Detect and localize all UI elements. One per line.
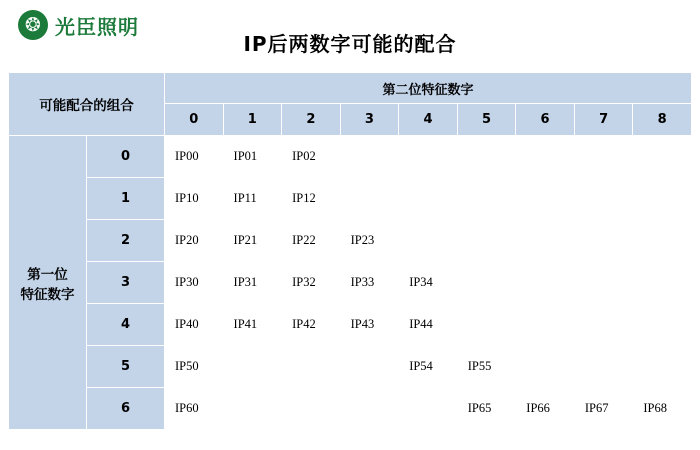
column-header-5: 5: [457, 104, 516, 136]
table-cell-text: IP54: [409, 359, 433, 373]
column-header-4: 4: [399, 104, 458, 136]
table-row: [9, 262, 692, 304]
page-title: IP后两数字可能的配合: [243, 32, 457, 56]
table-cell: [340, 220, 399, 262]
row-group-header-line1: 第一位: [27, 266, 68, 283]
table-corner-label: 可能配合的组合: [9, 73, 165, 136]
table-cell: [223, 136, 282, 178]
column-header-0: 0: [165, 104, 224, 136]
table-cell: [516, 220, 575, 262]
table-cell: [165, 346, 224, 388]
column-header-7: 7: [574, 104, 633, 136]
table-cell: [223, 262, 282, 304]
table-row: [9, 304, 692, 346]
table-cell: [282, 262, 341, 304]
table-cell-text: IP65: [467, 401, 492, 415]
table-cell: [574, 220, 633, 262]
table-cell: [457, 304, 516, 346]
table-cell: [223, 346, 282, 388]
row-header-2: 2: [87, 220, 165, 262]
column-header-6: 6: [516, 104, 575, 136]
table-cell: [633, 346, 692, 388]
row-header-5: 5: [87, 346, 165, 388]
table-cell-text: IP41: [233, 317, 258, 331]
table-cell: [399, 220, 458, 262]
row-group-header: [9, 136, 87, 430]
table-cell: [457, 136, 516, 178]
row-group-header-line2: 特征数字: [20, 286, 75, 303]
table-cell-text: IP67: [584, 401, 609, 415]
table-cell: [282, 136, 341, 178]
table-cell: [399, 388, 458, 430]
table-cell-text: IP02: [292, 149, 316, 163]
table-cell-text: IP01: [233, 149, 258, 163]
table-cell: [574, 388, 633, 430]
table-cell-text: IP50: [175, 359, 199, 373]
table-cell-text: IP60: [175, 401, 199, 415]
table-cell: [574, 136, 633, 178]
table-cell: [165, 304, 224, 346]
table-cell-text: IP00: [175, 149, 199, 163]
table-cell: [223, 304, 282, 346]
column-header-3: 3: [340, 104, 399, 136]
table-cell-text: IP20: [175, 233, 199, 247]
row-header-0: 0: [87, 136, 165, 178]
table-cell: [633, 220, 692, 262]
table-cell: [399, 304, 458, 346]
table-cell-text: IP33: [350, 275, 375, 289]
table-cell: [340, 178, 399, 220]
table-cell: [457, 346, 516, 388]
table-cell-text: IP55: [467, 359, 492, 373]
table-cell: [340, 262, 399, 304]
table-cell-text: IP68: [643, 401, 667, 415]
table-cell: [165, 220, 224, 262]
table-cell: [282, 220, 341, 262]
table-cell: [457, 388, 516, 430]
row-header-3: 3: [87, 262, 165, 304]
table-cell-text: IP12: [292, 191, 316, 205]
table-cell: [340, 136, 399, 178]
table-cell: [399, 136, 458, 178]
ip-rating-table: [8, 72, 692, 430]
table-cell: [574, 178, 633, 220]
table-cell: [282, 178, 341, 220]
table-cell: [399, 178, 458, 220]
table-cell: [516, 136, 575, 178]
table-cell-text: IP11: [233, 191, 257, 205]
table-cell-text: IP31: [233, 275, 258, 289]
table-cell: [165, 136, 224, 178]
table-cell: [574, 346, 633, 388]
table-cell: [516, 262, 575, 304]
table-cell: [223, 220, 282, 262]
table-cell: [165, 178, 224, 220]
table-cell: [223, 178, 282, 220]
table-cell: [340, 346, 399, 388]
table-cell: [633, 304, 692, 346]
table-row: [9, 136, 692, 178]
row-header-6: 6: [87, 388, 165, 430]
table-cell-text: IP66: [526, 401, 550, 415]
table-cell: [574, 262, 633, 304]
row-header-1: 1: [87, 178, 165, 220]
table-cell: [340, 388, 399, 430]
leaf-swirl-icon: ❂: [18, 10, 48, 40]
column-header-1: 1: [223, 104, 282, 136]
row-header-4: 4: [87, 304, 165, 346]
column-header-8: 8: [633, 104, 692, 136]
table-cell: [340, 304, 399, 346]
table-cell-text: IP30: [175, 275, 199, 289]
table-cell: [165, 388, 224, 430]
table-header-row-top: [9, 73, 692, 104]
table-row: [9, 346, 692, 388]
table-cell: [399, 346, 458, 388]
table-cell-text: IP34: [409, 275, 433, 289]
ip-combination-table: [8, 72, 692, 430]
table-cell: [282, 346, 341, 388]
table-row: [9, 178, 692, 220]
table-row: [9, 388, 692, 430]
table-cell: [457, 220, 516, 262]
brand-name: 光臣照明: [55, 14, 139, 39]
table-cell: [516, 346, 575, 388]
table-cell-text: IP40: [175, 317, 199, 331]
table-cell-text: IP22: [292, 233, 316, 247]
table-cell-text: IP23: [350, 233, 375, 247]
table-cell: [165, 262, 224, 304]
table-cell: [516, 388, 575, 430]
table-cell: [223, 388, 282, 430]
column-group-header: 第二位特征数字: [165, 73, 692, 104]
table-cell: [633, 388, 692, 430]
table-cell: [516, 304, 575, 346]
table-cell-text: IP43: [350, 317, 375, 331]
table-cell-text: IP10: [175, 191, 199, 205]
table-cell-text: IP21: [233, 233, 258, 247]
table-cell-text: IP42: [292, 317, 316, 331]
table-cell: [282, 388, 341, 430]
column-header-2: 2: [282, 104, 341, 136]
table-cell: [457, 178, 516, 220]
table-cell: [282, 304, 341, 346]
table-cell-text: IP32: [292, 275, 316, 289]
table-cell: [399, 262, 458, 304]
table-cell: [574, 304, 633, 346]
table-cell: [633, 262, 692, 304]
table-cell: [457, 262, 516, 304]
table-cell-text: IP44: [409, 317, 433, 331]
table-cell: [633, 136, 692, 178]
table-cell: [516, 178, 575, 220]
table-row: [9, 220, 692, 262]
table-cell: [633, 178, 692, 220]
